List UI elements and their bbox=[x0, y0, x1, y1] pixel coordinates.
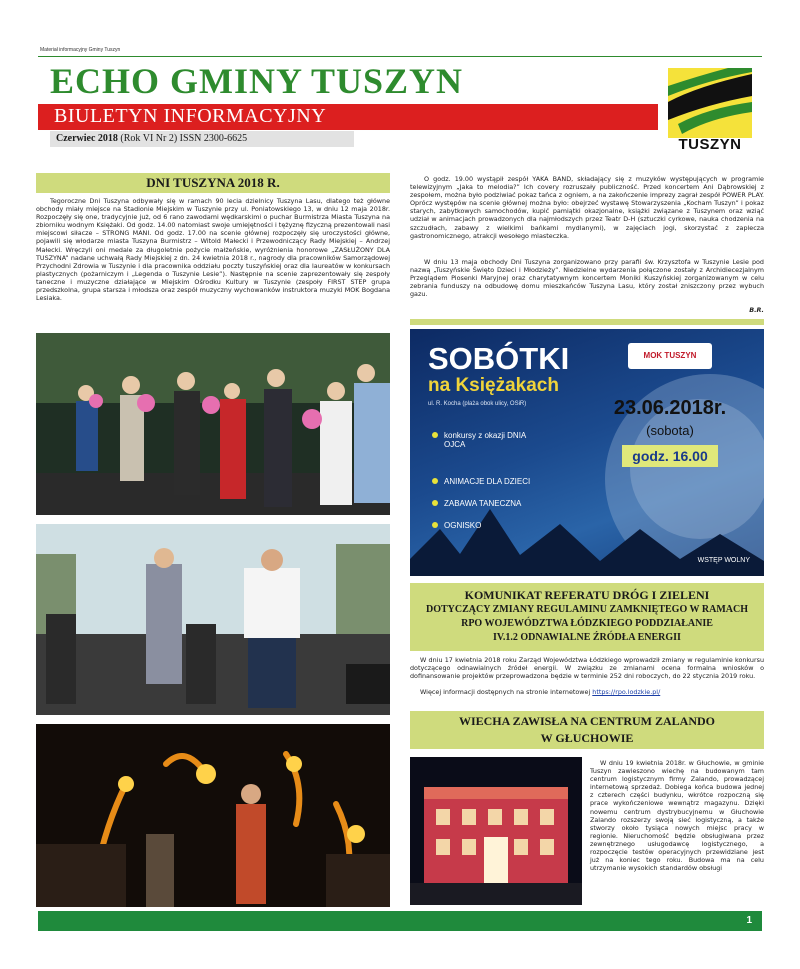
poster-footer: WSTĘP WOLNY bbox=[697, 557, 750, 564]
dni-signature: B.R. bbox=[749, 306, 764, 314]
dni-paragraph-3: W dniu 13 maja obchody Dni Tuszyna zorganizowano przy parafii św. Krzysztofa w Tuszynie Lesie pod nazwą „Tuszyńskie Święto Dzieci i Młodzieży”. Niedzielne wydarzenia połączone zostały z Archidiecezjalnym Przeglądem Piosenki Maryjnej oraz charytatywnym koncertem Moniki Kuszyńskiej zorganizowanym w celu zebrania funduszy na odbudowę domu mieszkańców Tuszyna Lasu, który został zniszczony przez wybuch gazu. bbox=[410, 258, 764, 299]
wiecha-title-line-2: W GŁUCHOWIE bbox=[540, 731, 634, 745]
dni-paragraph-2: O godz. 19.00 wystąpił zespół YAKA BAND, składający się z muzyków występujących w programie telewizyjnym „Jaka to melodia?” Ich covery rozruszały publiczność. Przed koncertem Ani Dąbrowskiej z zespołem, można było podziwiać pokaz tańca z ogniem, a na zakończenie imprezy zagrał zespół POWER PLAY. Oprócz występów na scenie głównej można było: obejrzeć wystawę Stowarzyszenia „Kocham Tuszyn” i pokaz starych, zabytkowych samochodów, kupić pamiątki okazjonalne, książki związane z Tuszynem oraz wziąć udział w animacjach prowadzonych dla najmłodszych przez Teatr D-H (sztuczki cyrkowe, nauka chodzenia na szczudłach, zabawy z wielkimi bańkami mydlanymi), w zajęciach jogi, skorzystać z zaplecza gastronomicznego, atrakcji wesołego miasteczka. bbox=[410, 175, 764, 240]
rpo-link[interactable]: https://rpo.lodzkie.pl/ bbox=[592, 688, 661, 696]
wiecha-title-line-1: WIECHA ZAWISŁA NA CENTRUM ZALANDO bbox=[458, 714, 716, 728]
komunikat-title: KOMUNIKAT REFERATU DRÓG I ZIELENI bbox=[464, 588, 710, 602]
komunikat-heading bbox=[410, 583, 764, 651]
sobotki-poster bbox=[410, 329, 764, 576]
section-separator bbox=[410, 319, 764, 325]
issue-date: Czerwiec 2018 bbox=[56, 133, 118, 144]
poster-address: ul. R. Kocha (plaża obok ulicy, OSiR) bbox=[428, 401, 527, 407]
page-number: 1 bbox=[746, 915, 752, 926]
poster-day: (sobota) bbox=[646, 423, 694, 438]
poster-item-4: OGNISKO bbox=[444, 521, 482, 530]
dni-heading: DNI TUSZYNA 2018 R. bbox=[36, 173, 390, 193]
poster-subtitle: na Księżakach bbox=[428, 375, 559, 396]
photo-concert-stage bbox=[36, 524, 390, 715]
poster-org-logo: MOK TUSZYN bbox=[628, 343, 712, 369]
komunikat-subtitle-2: RPO WOJEWÓDZTWA ŁÓDZKIEGO PODDZIAŁANIE bbox=[461, 618, 713, 629]
komunikat-subtitle-3: IV.1.2 ODNAWIALNE ŹRÓDŁA ENERGII bbox=[493, 632, 681, 643]
photo-fire-show bbox=[36, 724, 390, 907]
issue-details: (Rok VI Nr 2) ISSN 2300-6625 bbox=[120, 133, 248, 144]
header-rule bbox=[38, 56, 762, 57]
poster-item-1: konkursy z okazji DNIA OJCA bbox=[444, 431, 544, 449]
subtitle-bar bbox=[38, 104, 658, 130]
poster-title: SOBÓTKI bbox=[428, 341, 570, 376]
komunikat-body: W dniu 17 kwietnia 2018 roku Zarząd Województwa Łódzkiego wprowadził zmiany w regulaminie konkursu dotyczącego odnawialnych źródeł energii. W związku ze zmianami ocena formalna wniosków o dofinansowanie projektów przeprowadzona będzie w terminie 252 dni roboczych, do 22 stycznia 2019 roku. bbox=[410, 656, 764, 681]
komunikat-subtitle-1: DOTYCZĄCY ZMIANY REGULAMINU ZAMKNIĘTEGO W RAMACH bbox=[426, 604, 748, 615]
komunikat-more-info bbox=[410, 688, 764, 696]
subtitle-text: BIULETYN INFORMACYJNY bbox=[54, 105, 327, 127]
tuszyn-logo bbox=[668, 68, 752, 154]
footer-bar bbox=[38, 911, 762, 931]
poster-date: 23.06.2018r. bbox=[613, 397, 727, 419]
poster-item-2: ANIMACJE DLA DZIECI bbox=[444, 477, 531, 486]
photo-zalando-building bbox=[410, 757, 582, 905]
wiecha-heading bbox=[410, 711, 764, 749]
photo-award-ceremony bbox=[36, 333, 390, 515]
poster-time: godz. 16.00 bbox=[622, 445, 718, 467]
logo-text: TUSZYN bbox=[678, 136, 742, 153]
poster-item-3: ZABAWA TANECZNA bbox=[444, 499, 522, 508]
wiecha-body: W dniu 19 kwietnia 2018r. w Głuchowie, w gminie Tuszyn zawieszono wiechę na budowanym tam centrum logistycznym firmy Zalando, prowadzącej internetową sprzedaż. Dobiega końca budowa jednej z czterech części budynku, wkrótce rozpoczną się prace wykończeniowe wewnątrz magazynu. Dzięki nowemu centrum dystrybucyjnemu w Głuchowie Zalando rozszerzy swoją sieć logistyczną, a także stworzy około tysiąca nowych miejsc pracy w regionie. Nieruchomość będzie obsługiwana przez zewnętrznego usługodawcę logistycznego, a rozpoczęcie testów operacyjnych przewidziane jest już na koniec tego roku. Budowa ma na celu utrzymanie wysokich standardów obsługi bbox=[590, 759, 764, 873]
header-caption: Materiał informacyjny Gminy Tuszyn bbox=[40, 47, 121, 53]
komunikat-more-text: Więcej informacji dostępnych na stronie internetowej bbox=[420, 688, 591, 696]
dni-paragraph-1: Tegoroczne Dni Tuszyna odbywały się w ramach 90 lecia dzielnicy Tuszyna Lasu, dlatego też główne obchody miały miejsce na Stadionie Miejskim w Tuszynie przy ul. Poniatowskiego 13, w dniu 12 maja 2018r. Rozpoczęły się one, tradycyjnie już, od 6 rano zawodami wędkarskimi o puchar Burmistrza Miasta Tuszyna na zbiorniku wodnym Księżaki. Od godz. 14.00 natomiast swoje umiejętności i tężyznę fizyczną prezentowali nasi miejscowi siłacze – STRONG MANI. Od godz. 17.00 na scenie głównej rozpoczęły się uroczystości główne, pojawili się włodarze miasta Tuszyna Burmistrz – Witold Małecki i Przewodniczący Rady Miejskiej – Andrzej Małecki. Wręczyli oni medale za długoletnie pożycie małżeńskie, wyróżnienia honorowe „ZASŁUŻONY DLA TUSZYNA” nadane uchwałą Rady Miejskiej z dn. 24 kwietnia 2018 r., nagrody dla pracowników Samorządowej Przychodni Zdrowia w Tuszynie i dla pracownika oddziału poczty tuszyńskiej oraz dla laureatów w konkursach plastycznych (pożarniczym i „Legenda o Tuszynie Lesie”). Następnie na scenie zaprezentowały się zespoły taneczne i muzyczne działające w Miejskim Ośrodku Kultury w Tuszynie (zespoły FIRST STEP grupa przedszkolna, grupa starsza i młodsza oraz zespół muzyczny wychowanków instruktora muzyki MOK Bogdana Lesiaka. bbox=[36, 197, 390, 303]
masthead-title: ECHO GMINY TUSZYN bbox=[50, 61, 464, 101]
issue-info bbox=[50, 131, 354, 147]
